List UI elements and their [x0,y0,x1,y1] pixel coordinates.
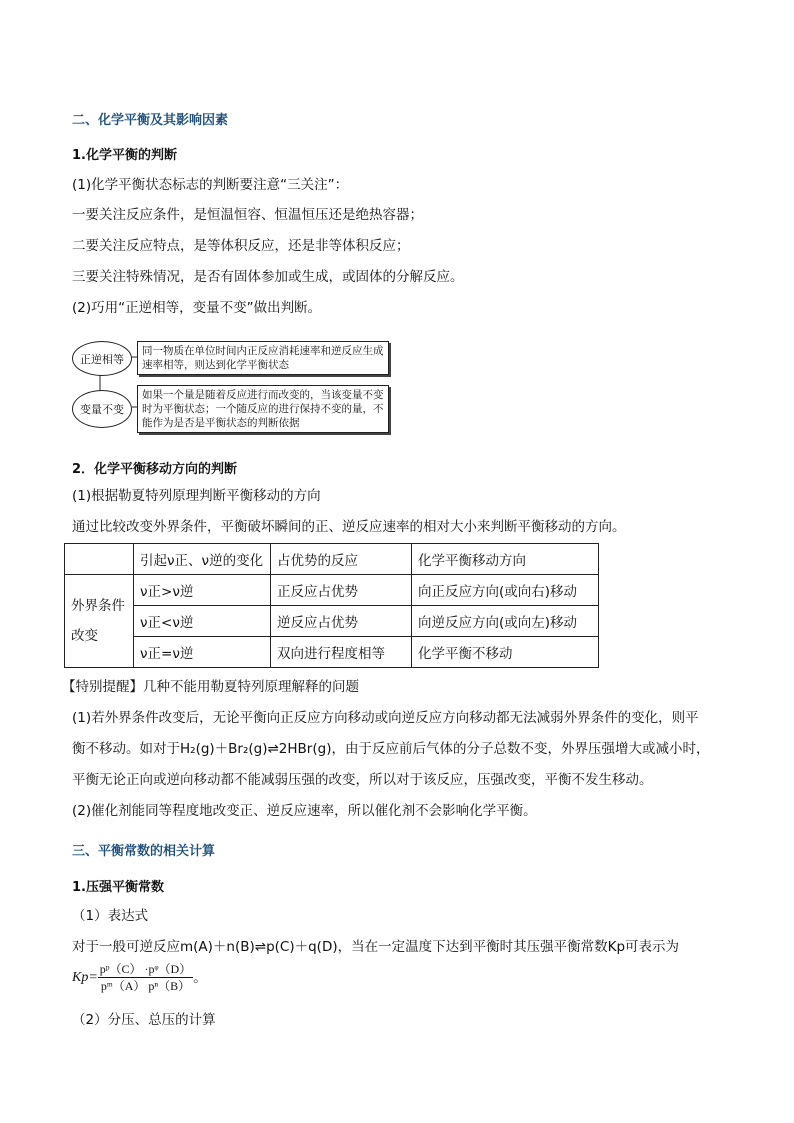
table-cell: 逆反应占优势 [271,606,412,637]
special-tip-1-line-b: 衡不移动。如对于H₂(g)＋Br₂(g)⇌2HBr(g)，由于反应前后气体的分子总数不变，外界压强增大或减小时， [72,741,710,757]
box-forward-reverse-equal: 同一物质在单位时间内正反应消耗速率和逆反应生成速率相等，则达到化学平衡状态 [137,341,389,375]
table-row-header: 外界条件改变 [65,575,134,668]
kp-formula-lhs: Kp= [72,969,98,985]
paragraph-le-chatelier: (1)根据勒夏特列原理判断平衡移动的方向 [72,488,321,504]
shift-direction-table [64,543,599,668]
paragraph-concern-2: 二要关注反应特点，是等体积反应，还是非等体积反应； [72,238,410,254]
paragraph-general-reaction: 对于一般可逆反应m(A)＋n(B)⇌p(C)＋q(D)，当在一定温度下达到平衡时其压强平衡常数Kp可表示为 [72,939,680,955]
table-cell: 双向进行程度相等 [271,637,412,668]
table-header-cell: 化学平衡移动方向 [412,544,599,575]
table-header-cell: 引起ν正、ν逆的变化 [134,544,271,575]
table-row [65,606,599,637]
table-row [65,575,599,606]
kp-numerator: pᵖ（C） ·pᵠ（D） [99,962,192,976]
paragraph-clever-use: (2)巧用“正逆相等，变量不变”做出判断。 [72,300,322,316]
kp-denominator: pᵐ（A） pⁿ（B） [100,979,191,993]
special-tip-1-line-a: (1)若外界条件改变后，无论平衡向正反应方向移动或向逆反应方向移动都无法减弱外界条件的变化，则平 [72,710,699,726]
table-cell: 向正反应方向(或向右)移动 [412,575,599,606]
section-heading-equilibrium: 二、化学平衡及其影响因素 [72,113,229,128]
table-cell: ν正<ν逆 [134,606,271,637]
subheading-pressure-constant: 1.压强平衡常数 [72,880,164,895]
special-tip-title: 【特别提醒】几种不能用勒夏特列原理解释的问题 [62,679,359,695]
section-heading-constant: 三、平衡常数的相关计算 [72,844,216,859]
kp-formula-end: 。 [193,969,207,985]
paragraph-partial-total-pressure: （2）分压、总压的计算 [72,1012,216,1028]
table-cell: ν正=ν逆 [134,637,271,668]
table-header-cell: 占优势的反应 [271,544,412,575]
oval-forward-reverse-equal: 正逆相等 [72,341,132,376]
table-cell: ν正>ν逆 [134,575,271,606]
paragraph-concern-3: 三要关注特殊情况，是否有固体参加或生成，或固体的分解反应。 [72,269,464,285]
table-cell: 向逆反应方向(或向左)移动 [412,606,599,637]
kp-fraction [98,961,193,994]
paragraph-three-concerns: (1)化学平衡状态标志的判断要注意“三关注”： [72,177,349,193]
paragraph-concern-1: 一要关注反应条件，是恒温恒容、恒温恒压还是绝热容器； [72,207,423,223]
oval-variable-constant: 变量不变 [72,390,132,428]
subheading-equilibrium-judgment: 1.化学平衡的判断 [72,148,177,163]
table-header-row [65,544,599,575]
special-tip-1-line-c: 平衡无论正向或逆向移动都不能减弱压强的改变，所以对于该反应，压强改变，平衡不发生移动。 [72,772,653,788]
kp-formula [72,961,207,994]
box-variable-constant: 如果一个量是随着反应进行而改变的，当该变量不变时为平衡状态；一个随反应的进行保持不变的量，不能作为是否是平衡状态的判断依据 [137,385,389,433]
paragraph-expression: （1）表达式 [72,908,149,924]
table-row [65,637,599,668]
table-corner-cell [65,544,134,575]
subheading-shift-direction: 2．化学平衡移动方向的判断 [72,462,238,477]
paragraph-compare-rates: 通过比较改变外界条件，平衡破坏瞬间的正、逆反应速率的相对大小来判断平衡移动的方向。 [72,519,626,535]
special-tip-2: (2)催化剂能同等程度地改变正、逆反应速率，所以催化剂不会影响化学平衡。 [72,803,537,819]
table-cell: 化学平衡不移动 [412,637,599,668]
table-cell: 正反应占优势 [271,575,412,606]
